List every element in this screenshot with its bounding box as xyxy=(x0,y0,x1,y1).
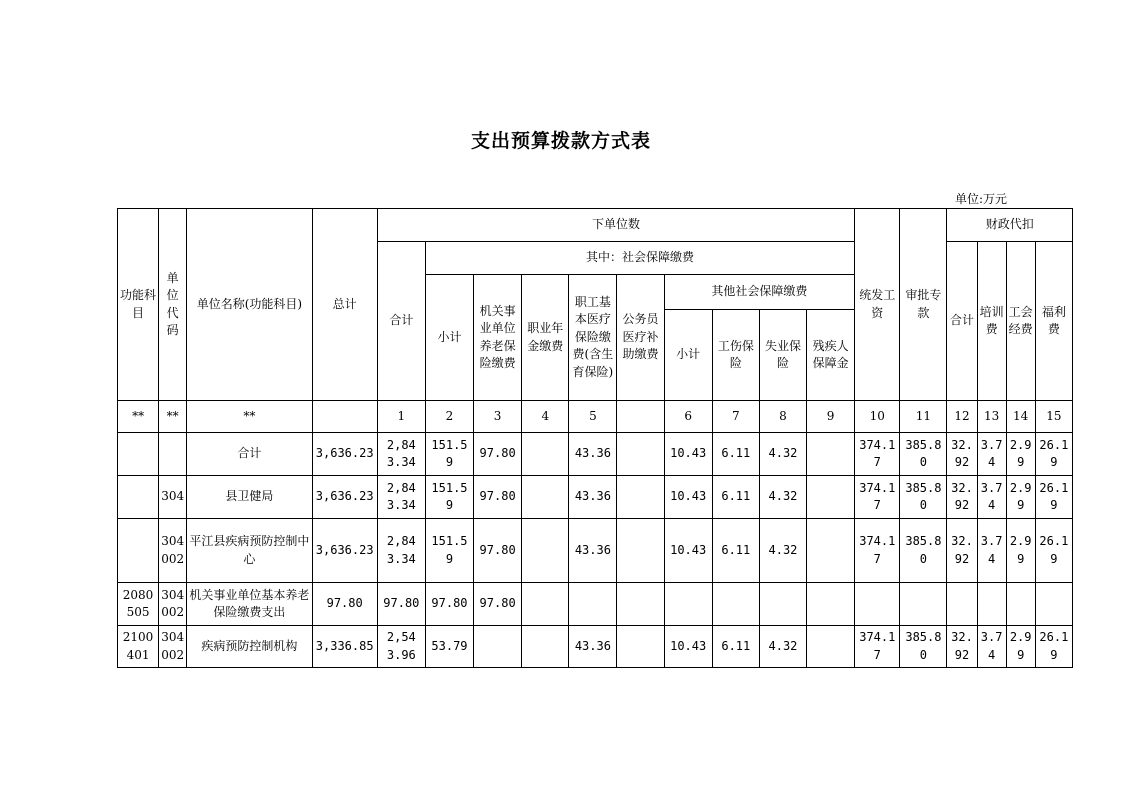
total-cell: 97.80 xyxy=(312,583,377,626)
budget-table xyxy=(117,208,1073,668)
index-cell xyxy=(312,401,377,433)
index-cell xyxy=(617,401,664,433)
total-cell: 3,336.85 xyxy=(312,626,377,668)
index-cell: 8 xyxy=(759,401,806,433)
injury-cell xyxy=(712,583,759,626)
disability-cell xyxy=(807,433,855,476)
unemployment-cell xyxy=(759,583,806,626)
header-unemployment: 失业保险 xyxy=(759,310,806,401)
index-cell: 9 xyxy=(807,401,855,433)
disability-cell xyxy=(807,626,855,668)
header-union: 工会经费 xyxy=(1006,242,1035,401)
header-annuity: 职业年金缴费 xyxy=(522,275,569,401)
annuity-cell xyxy=(522,583,569,626)
table-row xyxy=(118,583,1073,626)
salary-cell: 374.17 xyxy=(855,626,900,668)
unit-name-cell: 机关事业单位基本养老保险缴费支出 xyxy=(187,583,312,626)
header-other-subtotal: 小计 xyxy=(664,310,712,401)
welfare-cell: 26.19 xyxy=(1035,433,1072,476)
ss-subtotal-cell: 53.79 xyxy=(425,626,473,668)
func-code-cell xyxy=(118,519,159,583)
salary-cell: 374.17 xyxy=(855,519,900,583)
header-pension: 机关事业单位养老保险缴费 xyxy=(474,275,522,401)
training-cell: 3.74 xyxy=(977,519,1006,583)
unit-name-cell: 合计 xyxy=(187,433,312,476)
welfare-cell: 26.19 xyxy=(1035,626,1072,668)
salary-cell: 374.17 xyxy=(855,433,900,476)
injury-cell: 6.11 xyxy=(712,626,759,668)
civil-medical-cell xyxy=(617,626,664,668)
header-social-security: 其中：社会保障缴费 xyxy=(425,242,854,275)
disability-cell xyxy=(807,519,855,583)
injury-cell: 6.11 xyxy=(712,519,759,583)
subtotal-cell: 2,843.34 xyxy=(377,476,425,519)
index-cell: 12 xyxy=(947,401,977,433)
training-cell xyxy=(977,583,1006,626)
pension-cell: 97.80 xyxy=(474,583,522,626)
header-injury: 工伤保险 xyxy=(712,310,759,401)
index-cell: 4 xyxy=(522,401,569,433)
salary-cell xyxy=(855,583,900,626)
header-unit-name: 单位名称(功能科目) xyxy=(187,209,312,401)
union-cell: 2.99 xyxy=(1006,433,1035,476)
ss-subtotal-cell: 151.59 xyxy=(425,433,473,476)
unemployment-cell: 4.32 xyxy=(759,476,806,519)
fd-total-cell: 32.92 xyxy=(947,433,977,476)
annuity-cell xyxy=(522,519,569,583)
header-medical: 职工基本医疗保险缴费(含生育保险) xyxy=(569,275,617,401)
header-fiscal-deduction: 财政代扣 xyxy=(947,209,1073,242)
unemployment-cell: 4.32 xyxy=(759,519,806,583)
training-cell: 3.74 xyxy=(977,433,1006,476)
table-row xyxy=(118,519,1073,583)
subtotal-cell: 2,843.34 xyxy=(377,433,425,476)
header-salary: 统发工资 xyxy=(855,209,900,401)
approved-cell: 385.80 xyxy=(900,433,947,476)
medical-cell: 43.36 xyxy=(569,626,617,668)
header-other-ss: 其他社会保障缴费 xyxy=(664,275,855,310)
index-cell: 11 xyxy=(900,401,947,433)
union-cell: 2.99 xyxy=(1006,519,1035,583)
unemployment-cell: 4.32 xyxy=(759,626,806,668)
unit-code-cell xyxy=(159,433,187,476)
header-ss-subtotal: 小计 xyxy=(425,275,473,401)
pension-cell xyxy=(474,626,522,668)
other-subtotal-cell: 10.43 xyxy=(664,433,712,476)
index-cell: 3 xyxy=(474,401,522,433)
salary-cell: 374.17 xyxy=(855,476,900,519)
unit-code-cell: 304002 xyxy=(159,519,187,583)
func-code-cell: 2080505 xyxy=(118,583,159,626)
index-cell: ** xyxy=(118,401,159,433)
header-unit-code: 单位代码 xyxy=(159,209,187,401)
fd-total-cell: 32.92 xyxy=(947,626,977,668)
index-cell: 15 xyxy=(1035,401,1072,433)
medical-cell xyxy=(569,583,617,626)
disability-cell xyxy=(807,583,855,626)
injury-cell: 6.11 xyxy=(712,476,759,519)
index-cell: ** xyxy=(159,401,187,433)
medical-cell: 43.36 xyxy=(569,476,617,519)
union-cell: 2.99 xyxy=(1006,476,1035,519)
unemployment-cell: 4.32 xyxy=(759,433,806,476)
medical-cell: 43.36 xyxy=(569,519,617,583)
header-sub-units: 下单位数 xyxy=(377,209,854,242)
index-cell: 13 xyxy=(977,401,1006,433)
unit-name-cell: 平江县疾病预防控制中心 xyxy=(187,519,312,583)
unit-label: 单位:万元 xyxy=(955,192,1008,206)
other-subtotal-cell: 10.43 xyxy=(664,519,712,583)
civil-medical-cell xyxy=(617,433,664,476)
page-title: 支出预算拨款方式表 xyxy=(470,130,651,152)
table-row xyxy=(118,626,1073,668)
annuity-cell xyxy=(522,626,569,668)
ss-subtotal-cell: 97.80 xyxy=(425,583,473,626)
annuity-cell xyxy=(522,476,569,519)
welfare-cell xyxy=(1035,583,1072,626)
header-total: 总计 xyxy=(312,209,377,401)
header-func-code: 功能科目 xyxy=(118,209,159,401)
union-cell: 2.99 xyxy=(1006,626,1035,668)
header-disability: 残疾人保障金 xyxy=(807,310,855,401)
subtotal-cell: 97.80 xyxy=(377,583,425,626)
ss-subtotal-cell: 151.59 xyxy=(425,476,473,519)
training-cell: 3.74 xyxy=(977,626,1006,668)
table-row xyxy=(118,433,1073,476)
annuity-cell xyxy=(522,433,569,476)
table-row xyxy=(118,476,1073,519)
index-cell: ** xyxy=(187,401,312,433)
func-code-cell xyxy=(118,476,159,519)
total-cell: 3,636.23 xyxy=(312,519,377,583)
approved-cell: 385.80 xyxy=(900,519,947,583)
unit-code-cell: 304002 xyxy=(159,583,187,626)
injury-cell: 6.11 xyxy=(712,433,759,476)
table-body xyxy=(118,433,1073,668)
other-subtotal-cell: 10.43 xyxy=(664,476,712,519)
other-subtotal-cell: 10.43 xyxy=(664,626,712,668)
fd-total-cell: 32.92 xyxy=(947,476,977,519)
subtotal-cell: 2,843.34 xyxy=(377,519,425,583)
index-cell: 7 xyxy=(712,401,759,433)
unit-name-cell: 疾病预防控制机构 xyxy=(187,626,312,668)
approved-cell xyxy=(900,583,947,626)
header-training: 培训费 xyxy=(977,242,1006,401)
header-civil-medical: 公务员医疗补助缴费 xyxy=(617,275,664,401)
civil-medical-cell xyxy=(617,519,664,583)
welfare-cell: 26.19 xyxy=(1035,519,1072,583)
subtotal-cell: 2,543.96 xyxy=(377,626,425,668)
pension-cell: 97.80 xyxy=(474,476,522,519)
approved-cell: 385.80 xyxy=(900,626,947,668)
unit-name-cell: 县卫健局 xyxy=(187,476,312,519)
index-cell: 10 xyxy=(855,401,900,433)
civil-medical-cell xyxy=(617,476,664,519)
disability-cell xyxy=(807,476,855,519)
func-code-cell xyxy=(118,433,159,476)
total-cell: 3,636.23 xyxy=(312,433,377,476)
union-cell xyxy=(1006,583,1035,626)
header-fd-total: 合计 xyxy=(947,242,977,401)
index-cell: 2 xyxy=(425,401,473,433)
header-approved: 审批专款 xyxy=(900,209,947,401)
header-welfare: 福利费 xyxy=(1035,242,1072,401)
welfare-cell: 26.19 xyxy=(1035,476,1072,519)
training-cell: 3.74 xyxy=(977,476,1006,519)
other-subtotal-cell xyxy=(664,583,712,626)
approved-cell: 385.80 xyxy=(900,476,947,519)
index-row xyxy=(118,401,1073,433)
index-cell: 5 xyxy=(569,401,617,433)
pension-cell: 97.80 xyxy=(474,519,522,583)
fd-total-cell: 32.92 xyxy=(947,519,977,583)
unit-code-cell: 304 xyxy=(159,476,187,519)
medical-cell: 43.36 xyxy=(569,433,617,476)
func-code-cell: 2100401 xyxy=(118,626,159,668)
index-cell: 6 xyxy=(664,401,712,433)
civil-medical-cell xyxy=(617,583,664,626)
header-subtotal-all: 合计 xyxy=(377,242,425,401)
total-cell: 3,636.23 xyxy=(312,476,377,519)
index-cell: 14 xyxy=(1006,401,1035,433)
ss-subtotal-cell: 151.59 xyxy=(425,519,473,583)
unit-code-cell: 304002 xyxy=(159,626,187,668)
index-cell: 1 xyxy=(377,401,425,433)
pension-cell: 97.80 xyxy=(474,433,522,476)
fd-total-cell xyxy=(947,583,977,626)
